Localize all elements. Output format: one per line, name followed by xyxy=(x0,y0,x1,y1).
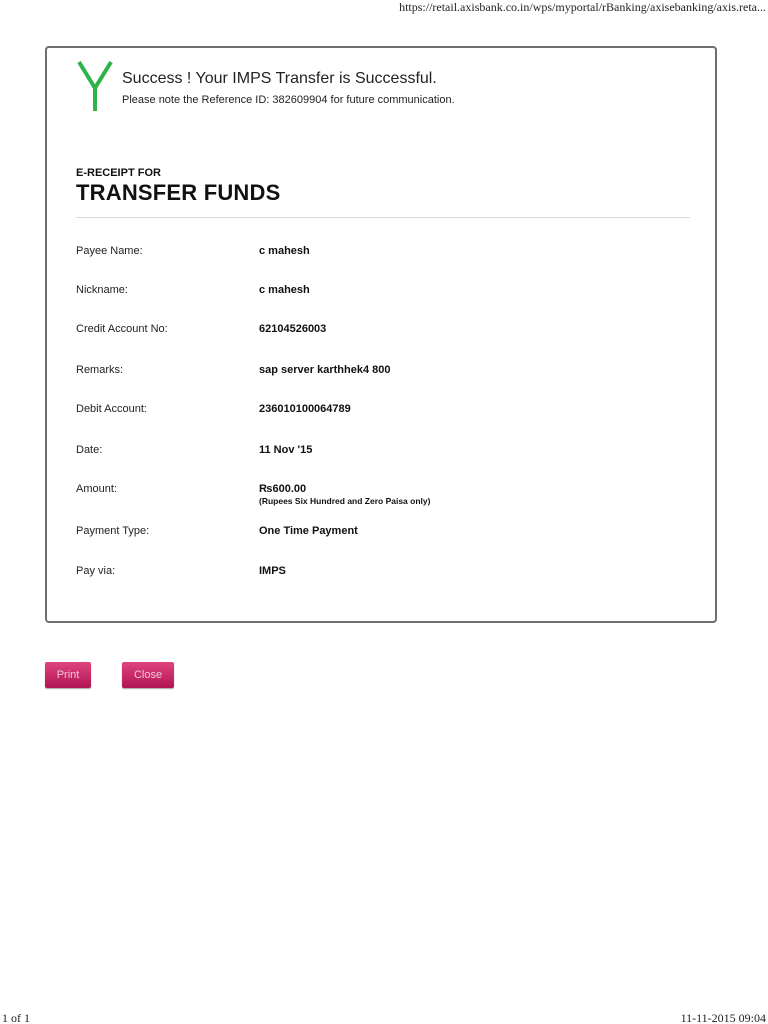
receipt-heading: TRANSFER FUNDS xyxy=(76,180,281,205)
detail-value: ₨600.00 xyxy=(259,483,307,495)
print-header-url: https://retail.axisbank.co.in/wps/myportal/rBanking/axisebanking/axis.reta... xyxy=(399,0,766,14)
divider xyxy=(76,217,690,218)
amount-in-words: (Rupees Six Hundred and Zero Paisa only) xyxy=(259,496,431,506)
y-checkmark-icon xyxy=(75,60,115,112)
detail-label: Remarks: xyxy=(76,364,124,376)
detail-value: 236010100064789 xyxy=(259,403,351,415)
detail-row-amount xyxy=(76,483,690,519)
close-button[interactable]: Close xyxy=(122,662,174,688)
detail-row-nickname xyxy=(76,284,690,320)
success-title: Success ! Your IMPS Transfer is Successful. xyxy=(122,70,437,87)
detail-value: sap server karthhek4 800 xyxy=(259,364,391,376)
reference-note: Please note the Reference ID: 382609904 for future communication. xyxy=(122,94,455,106)
detail-row-debit-account xyxy=(76,403,690,439)
detail-label: Debit Account: xyxy=(76,403,147,415)
detail-label: Date: xyxy=(76,444,103,456)
detail-value: 62104526003 xyxy=(259,323,327,335)
detail-row-pay-via xyxy=(76,565,690,601)
detail-value: IMPS xyxy=(259,565,286,577)
print-footer-page-count: 1 of 1 xyxy=(2,1011,30,1024)
detail-row-remarks xyxy=(76,364,690,400)
detail-label: Payee Name: xyxy=(76,245,143,257)
detail-value: One Time Payment xyxy=(259,525,358,537)
detail-row-payee-name xyxy=(76,245,690,281)
detail-value: c mahesh xyxy=(259,284,310,296)
print-button[interactable]: Print xyxy=(45,662,91,688)
detail-row-credit-account xyxy=(76,323,690,359)
detail-label: Nickname: xyxy=(76,284,128,296)
receipt-label: E-RECEIPT FOR xyxy=(76,167,161,179)
detail-label: Payment Type: xyxy=(76,525,150,537)
detail-label: Credit Account No: xyxy=(76,323,168,335)
receipt-card xyxy=(45,46,717,623)
detail-label: Pay via: xyxy=(76,565,116,577)
detail-value: c mahesh xyxy=(259,245,310,257)
print-footer-datetime: 11-11-2015 09:04 xyxy=(680,1011,766,1024)
detail-label: Amount: xyxy=(76,483,117,495)
detail-row-date xyxy=(76,444,690,480)
detail-row-payment-type xyxy=(76,525,690,561)
detail-value: 11 Nov '15 xyxy=(259,444,313,456)
